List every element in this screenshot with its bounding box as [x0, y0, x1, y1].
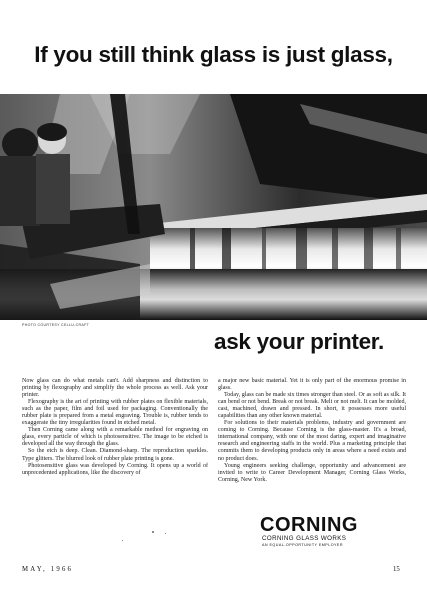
print-speck: [165, 533, 166, 534]
photo-credit: PHOTO COURTESY CELLU-CRAFT: [22, 323, 90, 327]
tagline: ask your printer.: [214, 329, 384, 354]
corning-logo: [260, 514, 358, 547]
body-paragraph: Now glass can do what metals can't. Add sharpness and distinction to printing by flexography and simplify the whole process as well. Ask your printer.: [22, 378, 208, 399]
body-paragraph: Flexography is the art of printing with rubber plates on flexible materials, such as the paper, film and foil used for packaging. Conventionally the rubber plate is prepared from a metal engraving. Trouble is, rubber tends to exaggerate the tiny irregularities found in etched metal.: [22, 399, 208, 427]
printing-press-photo: [0, 94, 427, 320]
body-paragraph: Then Corning came along with a remarkable method for engraving on glass, every particle of which is photosensitive. The image to be etched is developed all the way through the glass.: [22, 427, 208, 448]
page-number: 15: [393, 566, 400, 573]
logo-tagline: AN EQUAL-OPPORTUNITY EMPLOYER: [262, 543, 343, 547]
body-paragraph: a major new basic material. Yet it is only part of the enormous promise in glass.: [218, 378, 406, 392]
body-paragraph: For solutions to their materials problems, industry and government are coming to Corning. Because Corning is the glass-master. It's a broad, international company, with one of the most daring, expert and imaginative research and engineering staffs in the world. Plus a marketing principle that commits them to developing products only in areas where a need exists and no product does.: [218, 420, 406, 462]
headline: If you still think glass is just glass,: [34, 42, 393, 67]
body-paragraph: Photosensitive glass was developed by Corning. It opens up a world of unprecedented applications, like the discovery of: [22, 462, 208, 476]
body-text-left-column: [22, 378, 208, 477]
issue-date: MAY, 1966: [22, 566, 74, 573]
print-speck: [122, 540, 123, 541]
body-text-right-column: [218, 378, 406, 484]
body-paragraph: Young engineers seeking challenge, opportunity and advancement are invited to write to Career Development Manager, Corning Glass Works, Corning, New York.: [218, 462, 406, 483]
logo-subtitle: CORNING GLASS WORKS: [262, 535, 347, 542]
body-paragraph: Today, glass can be made six times stronger than steel. Or as soft as silk. It can bend or not bend. Break or not break. Melt or not melt. It can be molded, cast, machined, drawn and pressed. In short, it possesses more useful capabilities than any other known material.: [218, 392, 406, 420]
print-speck: [152, 531, 154, 533]
logo-name: CORNING: [260, 514, 358, 536]
body-paragraph: So the etch is deep. Clean. Diamond-sharp. The reproduction sparkles. Type glitters. The blurred look of rubber plate printing is gone.: [22, 448, 208, 462]
